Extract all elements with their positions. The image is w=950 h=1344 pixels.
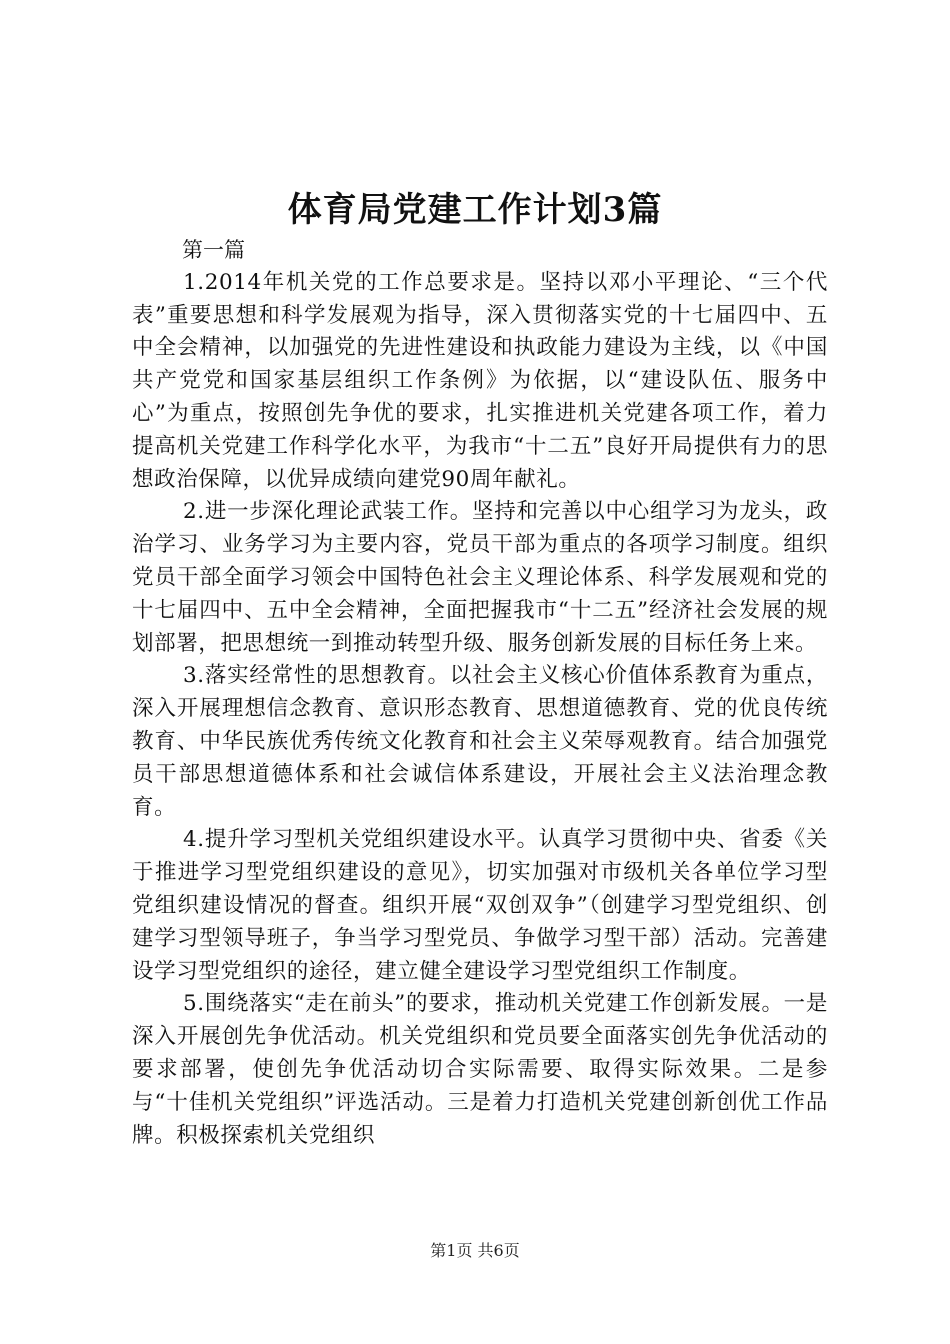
paragraph-3: 3.落实经常性的思想教育。以社会主义核心价值体系教育为重点，深入开展理想信念教育、意识形态教育、思想道德教育、党的优良传统教育、中华民族优秀传统文化教育和社会主义荣辱观教育。结合加强党员干部思想道德体系和社会诚信体系建设，开展社会主义法治理念教育。 <box>132 663 828 820</box>
paragraph-2: 2.进一步深化理论武装工作。坚持和完善以中心组学习为龙头，政治学习、业务学习为主要内容，党员干部为重点的各项学习制度。组织党员干部全面学习领会中国特色社会主义理论体系、科学发展观和党的十七届四中、五中全会精神，全面把握我市“十二五”经济社会发展的规划部署，把思想统一到推动转型升级、服务创新发展的目标任务上来。 <box>132 499 828 656</box>
page-footer: 第1页 共6页 <box>430 1241 520 1260</box>
paragraph-4: 4.提升学习型机关党组织建设水平。认真学习贯彻中央、省委《关于推进学习型党组织建设的意见》，切实加强对市级机关各单位学习型党组织建设情况的督查。组织开展“双创双争”（创建学习型党组织、创建学习型领导班子，争当学习型党员、争做学习型干部）活动。完善建设学习型党组织的途径，建立健全建设学习型党组织工作制度。 <box>132 827 828 984</box>
paragraph-1: 1.2014年机关党的工作总要求是。坚持以邓小平理论、“三个代表”重要思想和科学发展观为指导，深入贯彻落实党的十七届四中、五中全会精神，以加强党的先进性建设和执政能力建设为主线，以《中国共产党党和国家基层组织工作条例》为依据，以“建设队伍、服务中心”为重点，按照创先争优的要求，扎实推进机关党建各项工作，着力提高机关党建工作科学化水平，为我市“十二五”良好开局提供有力的思想政治保障，以优异成绩向建党90周年献礼。 <box>132 269 828 492</box>
page-title: 体育局党建工作计划3篇 <box>287 190 663 230</box>
paragraph-5: 5.围绕落实“走在前头”的要求，推动机关党建工作创新发展。一是深入开展创先争优活动。机关党组织和党员要全面落实创先争优活动的要求部署，使创先争优活动切合实际需要、取得实际效果。二是参与“十佳机关党组织”评选活动。三是着力打造机关党建创新创优工作品牌。积极探索机关党组织 <box>132 991 828 1148</box>
document-body <box>132 234 828 1152</box>
section-label: 第一篇 <box>182 238 245 262</box>
